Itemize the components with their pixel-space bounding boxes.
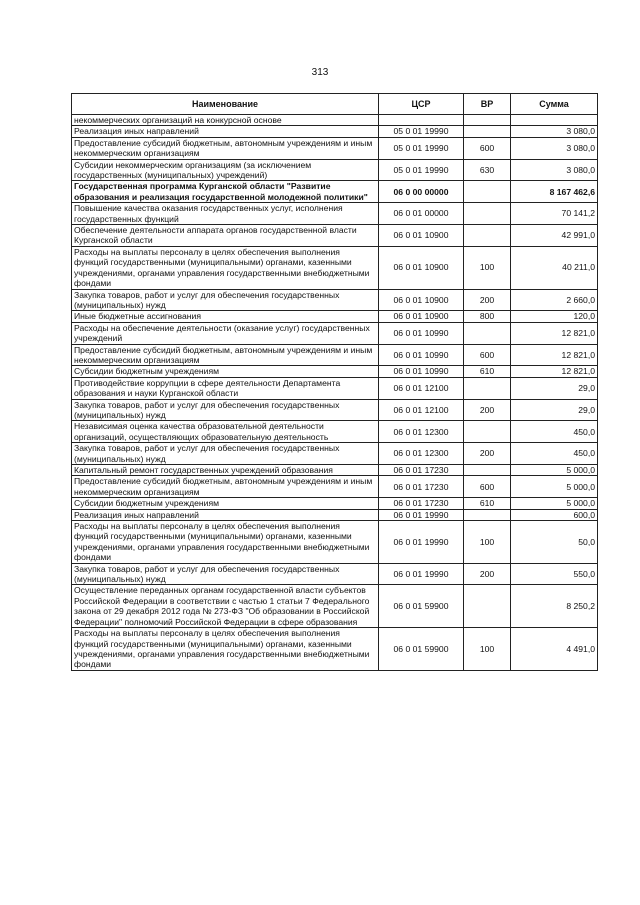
row-csr: 06 0 01 10990 <box>379 322 464 344</box>
table-row <box>72 366 598 377</box>
table-row <box>72 563 598 585</box>
row-name: Субсидии некоммерческим организациям (за исключением государственных (муниципальных) учреждений) <box>72 159 379 181</box>
table-row <box>72 311 598 322</box>
row-name: Расходы на выплаты персоналу в целях обеспечения выполнения функций государственными (муниципальными) органами, казенными учреждениями, органами управления государственными внебюджетными фондами <box>72 628 379 671</box>
table-row <box>72 126 598 137</box>
row-name: Предоставление субсидий бюджетным, автономным учреждениям и иным некоммерческим организациям <box>72 137 379 159</box>
row-csr: 06 0 01 10900 <box>379 289 464 311</box>
row-csr: 06 0 01 12100 <box>379 399 464 421</box>
table-row <box>72 498 598 509</box>
row-name: Противодействие коррупции в сфере деятельности Департамента образования и науки Курганской области <box>72 377 379 399</box>
row-vr <box>464 225 511 247</box>
row-csr: 05 0 01 19990 <box>379 126 464 137</box>
row-csr: 06 0 01 10900 <box>379 246 464 289</box>
row-vr: 100 <box>464 628 511 671</box>
header-name: Наименование <box>72 94 379 115</box>
row-sum: 5 000,0 <box>511 465 598 476</box>
table-row <box>72 509 598 520</box>
row-vr <box>464 585 511 628</box>
row-csr: 06 0 01 19990 <box>379 521 464 564</box>
row-csr: 06 0 01 59900 <box>379 628 464 671</box>
row-sum: 42 991,0 <box>511 225 598 247</box>
row-csr: 06 0 01 12300 <box>379 443 464 465</box>
row-vr: 610 <box>464 498 511 509</box>
budget-table <box>71 93 598 671</box>
row-sum: 8 167 462,6 <box>511 181 598 203</box>
row-vr: 630 <box>464 159 511 181</box>
row-csr: 06 0 01 00000 <box>379 203 464 225</box>
row-sum: 450,0 <box>511 421 598 443</box>
row-csr: 06 0 01 17230 <box>379 465 464 476</box>
row-sum: 5 000,0 <box>511 498 598 509</box>
row-name: Субсидии бюджетным учреждениям <box>72 498 379 509</box>
row-name: Независимая оценка качества образовательной деятельности организаций, осуществляющих образовательную деятельность <box>72 421 379 443</box>
table-row <box>72 421 598 443</box>
table-row <box>72 344 598 366</box>
row-name: Осуществление переданных органам государственной власти субъектов Российской Федерации в соответствии с частью 1 статьи 7 Федерального закона от 29 декабря 2012 года № 273-ФЗ "Об образовании в Российской Федерации" полномочий Российской Федерации в сфере образования <box>72 585 379 628</box>
row-name: Иные бюджетные ассигнования <box>72 311 379 322</box>
row-sum: 29,0 <box>511 377 598 399</box>
row-sum: 600,0 <box>511 509 598 520</box>
row-vr <box>464 322 511 344</box>
row-name: Закупка товаров, работ и услуг для обеспечения государственных (муниципальных) нужд <box>72 289 379 311</box>
row-vr <box>464 465 511 476</box>
table-row <box>72 465 598 476</box>
row-name: некоммерческих организаций на конкурсной основе <box>72 115 379 126</box>
row-sum: 3 080,0 <box>511 159 598 181</box>
table-body <box>72 115 598 671</box>
row-vr: 610 <box>464 366 511 377</box>
row-name: Обеспечение деятельности аппарата органов государственной власти Курганской области <box>72 225 379 247</box>
table-row <box>72 377 598 399</box>
table-row <box>72 137 598 159</box>
table-row <box>72 225 598 247</box>
row-vr: 100 <box>464 246 511 289</box>
row-sum: 3 080,0 <box>511 137 598 159</box>
row-sum: 5 000,0 <box>511 476 598 498</box>
row-csr: 06 0 01 17230 <box>379 476 464 498</box>
row-name: Предоставление субсидий бюджетным, автономным учреждениям и иным некоммерческим организациям <box>72 476 379 498</box>
row-csr: 05 0 01 19990 <box>379 137 464 159</box>
row-sum: 12 821,0 <box>511 344 598 366</box>
row-sum <box>511 115 598 126</box>
row-sum: 2 660,0 <box>511 289 598 311</box>
page-number: 313 <box>311 67 329 78</box>
row-sum: 40 211,0 <box>511 246 598 289</box>
row-name: Закупка товаров, работ и услуг для обеспечения государственных (муниципальных) нужд <box>72 399 379 421</box>
row-name: Расходы на выплаты персоналу в целях обеспечения выполнения функций государственными (муниципальными) органами, казенными учреждениями, органами управления государственными внебюджетными фондами <box>72 246 379 289</box>
row-sum: 70 141,2 <box>511 203 598 225</box>
table-row <box>72 322 598 344</box>
row-name: Реализация иных направлений <box>72 126 379 137</box>
row-sum: 8 250,2 <box>511 585 598 628</box>
table-row <box>72 246 598 289</box>
table-row <box>72 181 598 203</box>
table-row <box>72 443 598 465</box>
row-vr: 600 <box>464 476 511 498</box>
row-vr: 200 <box>464 563 511 585</box>
row-csr: 06 0 01 19990 <box>379 563 464 585</box>
row-sum: 29,0 <box>511 399 598 421</box>
table-row <box>72 289 598 311</box>
table-row <box>72 628 598 671</box>
row-name: Предоставление субсидий бюджетным, автономным учреждениям и иным некоммерческим организациям <box>72 344 379 366</box>
row-csr: 06 0 01 10990 <box>379 366 464 377</box>
row-csr: 06 0 01 12100 <box>379 377 464 399</box>
table-header-row <box>72 94 598 115</box>
row-name: Расходы на обеспечение деятельности (оказание услуг) государственных учреждений <box>72 322 379 344</box>
row-vr: 800 <box>464 311 511 322</box>
row-csr: 06 0 00 00000 <box>379 181 464 203</box>
header-csr: ЦСР <box>379 94 464 115</box>
table-row <box>72 585 598 628</box>
table-row <box>72 159 598 181</box>
row-csr: 06 0 01 10900 <box>379 311 464 322</box>
row-sum: 550,0 <box>511 563 598 585</box>
table-row <box>72 203 598 225</box>
row-csr: 06 0 01 59900 <box>379 585 464 628</box>
row-csr: 06 0 01 10990 <box>379 344 464 366</box>
row-name: Капитальный ремонт государственных учреждений образования <box>72 465 379 476</box>
header-sum: Сумма <box>511 94 598 115</box>
row-csr: 06 0 01 19990 <box>379 509 464 520</box>
row-vr: 200 <box>464 289 511 311</box>
table-row <box>72 399 598 421</box>
row-csr: 06 0 01 10900 <box>379 225 464 247</box>
row-csr: 06 0 01 17230 <box>379 498 464 509</box>
row-sum: 3 080,0 <box>511 126 598 137</box>
row-vr: 200 <box>464 443 511 465</box>
row-name: Расходы на выплаты персоналу в целях обеспечения выполнения функций государственными (муниципальными) органами, казенными учреждениями, органами управления государственными внебюджетными фондами <box>72 521 379 564</box>
row-name: Закупка товаров, работ и услуг для обеспечения государственных (муниципальных) нужд <box>72 443 379 465</box>
row-sum: 50,0 <box>511 521 598 564</box>
row-vr: 100 <box>464 521 511 564</box>
row-vr <box>464 421 511 443</box>
row-name: Закупка товаров, работ и услуг для обеспечения государственных (муниципальных) нужд <box>72 563 379 585</box>
table-row <box>72 521 598 564</box>
row-vr <box>464 126 511 137</box>
row-sum: 450,0 <box>511 443 598 465</box>
row-vr <box>464 115 511 126</box>
header-vr: ВР <box>464 94 511 115</box>
row-sum: 12 821,0 <box>511 322 598 344</box>
row-name: Повышение качества оказания государственных услуг, исполнения государственных функций <box>72 203 379 225</box>
row-csr: 05 0 01 19990 <box>379 159 464 181</box>
row-vr <box>464 509 511 520</box>
row-vr: 200 <box>464 399 511 421</box>
row-name: Реализация иных направлений <box>72 509 379 520</box>
row-sum: 120,0 <box>511 311 598 322</box>
row-csr <box>379 115 464 126</box>
row-vr: 600 <box>464 137 511 159</box>
table-row <box>72 115 598 126</box>
row-sum: 4 491,0 <box>511 628 598 671</box>
row-vr: 600 <box>464 344 511 366</box>
row-vr <box>464 203 511 225</box>
row-vr <box>464 377 511 399</box>
row-sum: 12 821,0 <box>511 366 598 377</box>
table-row <box>72 476 598 498</box>
row-csr: 06 0 01 12300 <box>379 421 464 443</box>
row-name: Субсидии бюджетным учреждениям <box>72 366 379 377</box>
row-name: Государственная программа Курганской области "Развитие образования и реализация государственной молодежной политики" <box>72 181 379 203</box>
row-vr <box>464 181 511 203</box>
